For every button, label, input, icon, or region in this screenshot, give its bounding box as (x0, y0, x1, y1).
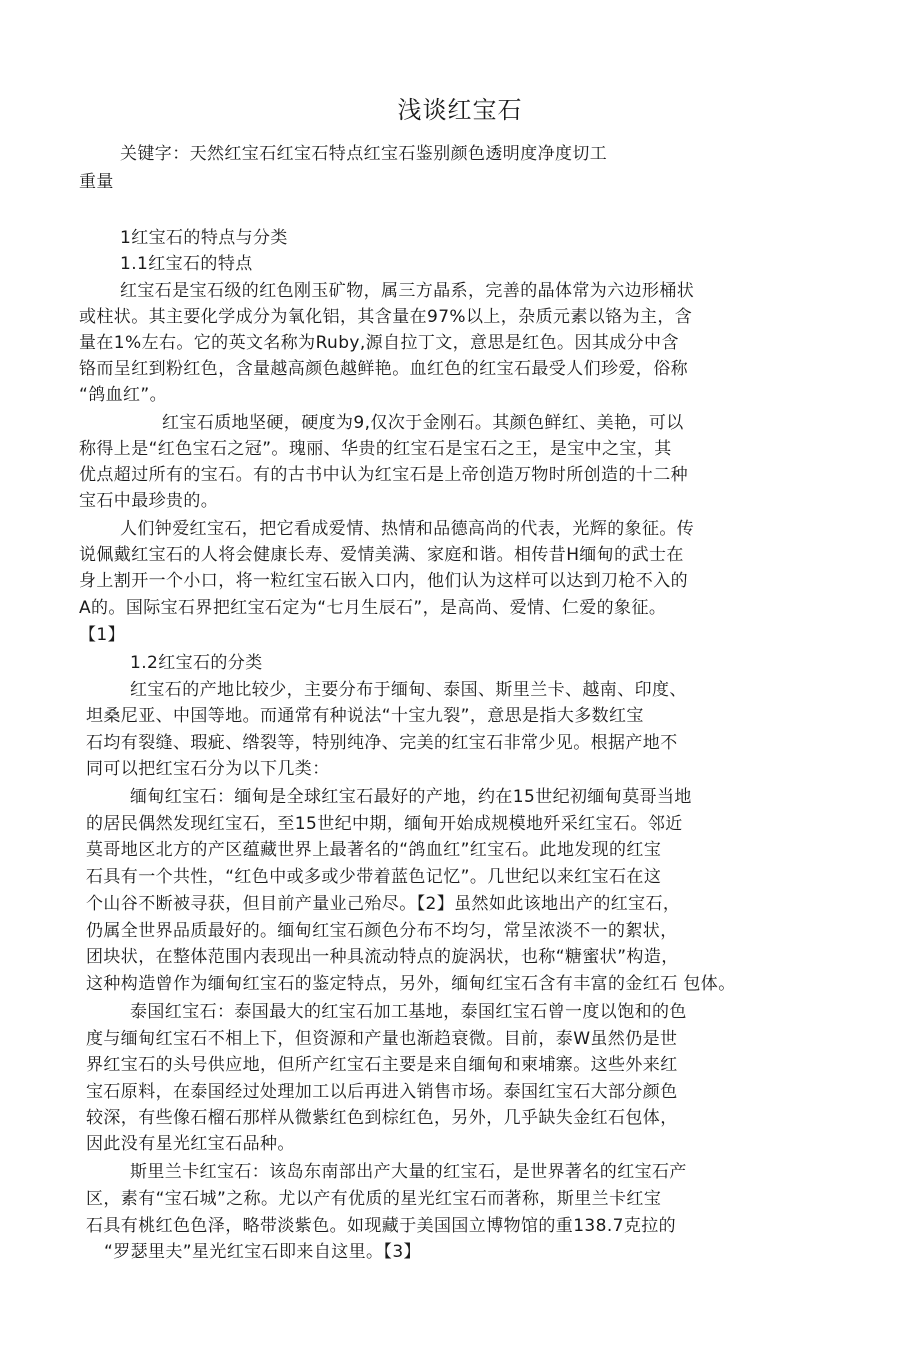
paragraph-line: 这种构造曾作为缅甸红宝石的鉴定特点，另外，缅甸红宝石含有丰富的金红石 包体。 (86, 974, 736, 994)
paragraph-line: 斯里兰卡红宝石：该岛东南部出产大量的红宝石，是世界著名的红宝石产 (130, 1162, 687, 1182)
subsection-heading: 1.2红宝石的分类 (130, 653, 263, 673)
citation-ref: 【1】 (79, 625, 126, 645)
paragraph-line: 红宝石质地坚硬，硬度为9,仅次于金刚石。其颜色鲜红、美艳，可以 (162, 413, 684, 433)
document-title: 浅谈红宝石 (397, 96, 523, 124)
paragraph-line: 坦桑尼亚、中国等地。而通常有种说法“十宝九裂”，意思是指大多数红宝 (86, 706, 644, 726)
paragraph-line: 区，素有“宝石城”之称。尤以产有优质的星光红宝石而著称，斯里兰卡红宝 (86, 1189, 662, 1209)
paragraph-line: 宝石中最珍贵的。 (79, 491, 219, 511)
paragraph-line: 莫哥地区北方的产区蕴藏世界上最著名的“鸽血红”红宝石。此地发现的红宝 (86, 840, 662, 860)
paragraph-line: 仍属全世界品质最好的。缅甸红宝石颜色分布不均匀，常呈浓淡不一的絮状， (86, 921, 678, 941)
paragraph-line: 人们钟爱红宝石，把它看成爱情、热情和品德高尚的代表，光辉的象征。传 (120, 519, 695, 539)
paragraph-line: 个山谷不断被寻获，但目前产量业己殆尽。【2】虽然如此该地出产的红宝石， (86, 894, 681, 914)
section-heading: 1红宝石的特点与分类 (120, 228, 288, 248)
paragraph-line: 泰国红宝石：泰国最大的红宝石加工基地，泰国红宝石曾一度以饱和的色 (130, 1002, 687, 1022)
paragraph-line: 宝石原料，在泰国经过处理加工以后再进入销售市场。泰国红宝石大部分颜色 (86, 1082, 678, 1102)
paragraph-line: 红宝石是宝石级的红色刚玉矿物，属三方晶系，完善的晶体常为六边形桶状 (120, 281, 695, 301)
paragraph-line: 称得上是“红色宝石之冠”。瑰丽、华贵的红宝石是宝石之王，是宝中之宝，其 (79, 439, 672, 459)
paragraph-line: “罗瑟里夫”星光红宝石即来自这里。【3】 (104, 1242, 421, 1262)
keywords-line: 重量 (79, 172, 114, 192)
paragraph-line: 或柱状。其主要化学成分为氧化铝，其含量在97%以上，杂质元素以铬为主，含 (79, 307, 693, 327)
paragraph-line: “鸽血红”。 (79, 385, 168, 405)
paragraph-line: A的。国际宝石界把红宝石定为“七月生辰石”，是高尚、爱情、仁爱的象征。 (79, 598, 667, 618)
keywords-line: 关键字：天然红宝石红宝石特点红宝石鉴别颜色透明度净度切工 (120, 144, 608, 164)
paragraph-line: 度与缅甸红宝石不相上下，但资源和产量也渐趋衰微。目前，泰W虽然仍是世 (86, 1029, 678, 1049)
paragraph-line: 量在1%左右。它的英文名称为Ruby,源自拉丁文，意思是红色。因其成分中含 (79, 333, 679, 353)
paragraph-line: 石具有一个共性，“红色中或多或少带着蓝色记忆”。几世纪以来红宝石在这 (86, 867, 662, 887)
paragraph-line: 身上割开一个小口，将一粒红宝石嵌入口内，他们认为这样可以达到刀枪不入的 (79, 571, 688, 591)
paragraph-line: 石均有裂缝、瑕疵、绺裂等，特别纯净、完美的红宝石非常少见。根据产地不 (86, 733, 678, 753)
paragraph-line: 说佩戴红宝石的人将会健康长寿、爱情美满、家庭和谐。相传昔H缅甸的武士在 (79, 545, 684, 565)
subsection-heading: 1.1红宝石的特点 (120, 254, 253, 274)
paragraph-line: 的居民偶然发现红宝石，至15世纪中期，缅甸开始成规模地歼采红宝石。邻近 (86, 814, 683, 834)
paragraph-line: 同可以把红宝石分为以下几类： (86, 759, 330, 779)
paragraph-line: 界红宝石的头号供应地，但所产红宝石主要是来自缅甸和柬埔寨。这些外来红 (86, 1055, 678, 1075)
paragraph-line: 较深，有些像石榴石那样从微紫红色到棕红色，另外，几乎缺失金红石包体， (86, 1108, 678, 1128)
paragraph-line: 石具有桃红色色泽，略带淡紫色。如现藏于美国国立博物馆的重138.7克拉的 (86, 1216, 677, 1236)
paragraph-line: 优点超过所有的宝石。有的古书中认为红宝石是上帝创造万物时所创造的十二种 (79, 465, 688, 485)
paragraph-line: 因此没有星光红宝石品种。 (86, 1134, 295, 1154)
paragraph-line: 红宝石的产地比较少，主要分布于缅甸、泰国、斯里兰卡、越南、印度、 (130, 680, 687, 700)
paragraph-line: 铬而呈红到粉红色，含量越高颜色越鲜艳。血红色的红宝石最受人们珍爱，俗称 (79, 359, 688, 379)
paragraph-line: 缅甸红宝石：缅甸是全球红宝石最好的产地，约在15世纪初缅甸莫哥当地 (130, 787, 692, 807)
paragraph-line: 团块状，在整体范围内表现出一种具流动特点的旋涡状，也称“糖蜜状”构造， (86, 947, 679, 967)
